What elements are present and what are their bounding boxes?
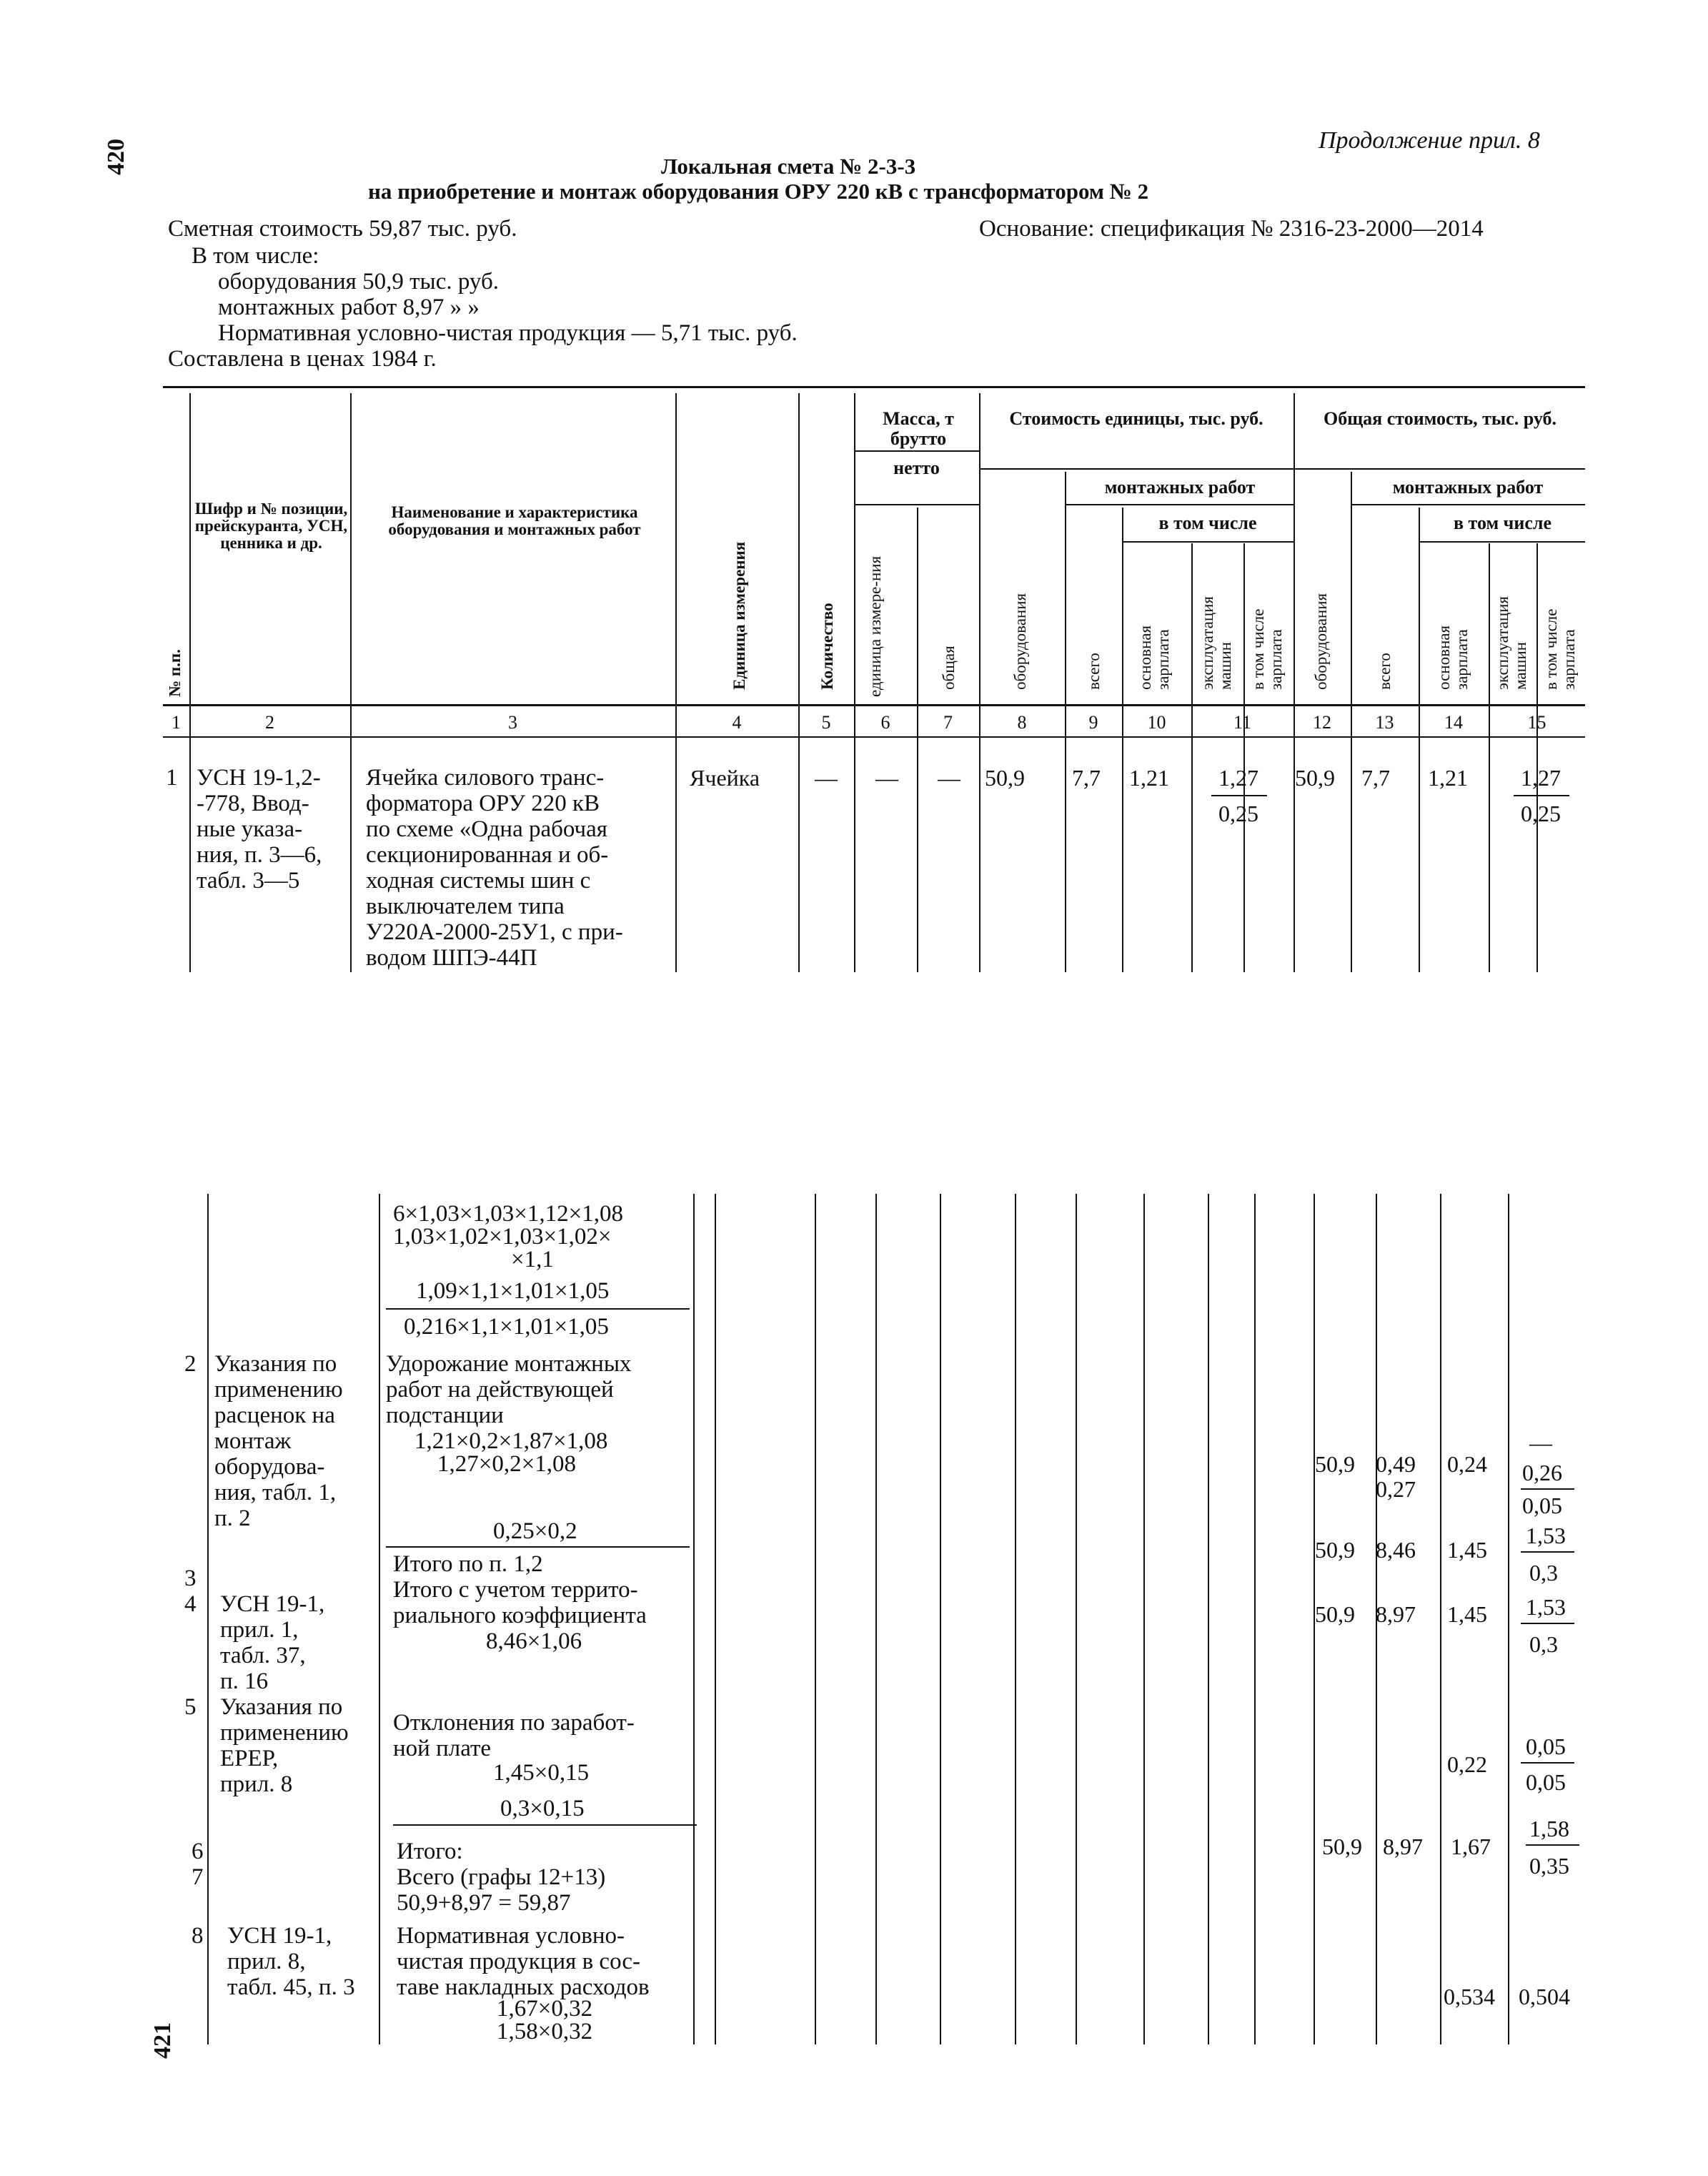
row6-col15a: 1,58 [1529, 1816, 1569, 1841]
col-header-base-salary-1: основная зарплата [1136, 625, 1172, 690]
row1-name-line3: по схеме «Одна рабочая [366, 816, 607, 842]
page-number-bottom: 421 [149, 2022, 176, 2059]
row1-code-line1: УСН 19-1,2- [197, 765, 321, 791]
col-number-15: 15 [1527, 712, 1546, 733]
row2-col14: 0,24 [1447, 1451, 1487, 1477]
row2-col12: 50,9 [1315, 1451, 1355, 1477]
col-header-machines-1: эксплуатация машин [1198, 595, 1234, 690]
row2-name-line2: работ на действующей [386, 1377, 614, 1403]
row6-col12: 50,9 [1322, 1834, 1362, 1859]
row1-col15a: 1,27 [1521, 765, 1561, 791]
col-header-incl-1: в том числе [1158, 513, 1257, 533]
document-subtitle: на приобретение и монтаж оборудования ОРУ 220 кВ с трансформатором № 2 [368, 179, 1149, 204]
row2-formula2: 1,27×0,2×1,08 [437, 1451, 576, 1477]
row2-code-line2: применению [214, 1377, 343, 1403]
continuation-note: Продолжение прил. 8 [1319, 127, 1540, 154]
row2-col15b: 0,26 [1522, 1460, 1562, 1485]
col-header-mass-total: общая [940, 646, 958, 690]
row8-number: 8 [192, 1923, 204, 1949]
row2-formula1: 1,21×0,2×1,87×1,08 [414, 1428, 608, 1454]
row4-code-line4: п. 16 [220, 1668, 269, 1694]
col-header-incl-salary-1: в том числе зарплата [1249, 608, 1285, 690]
row2-name-line3: подстанции [386, 1403, 504, 1428]
formula3: 0,216×1,1×1,01×1,05 [404, 1314, 609, 1340]
col-header-base-salary-2: основная зарплата [1435, 625, 1471, 690]
col-number-3: 3 [508, 712, 517, 733]
row4-code-line1: УСН 19-1, [220, 1591, 325, 1617]
row1-col12: 50,9 [1295, 765, 1335, 791]
row4-col12: 50,9 [1315, 1601, 1355, 1627]
col-header-total-cost: Общая стоимость, тыс. руб. [1323, 408, 1556, 429]
equipment-cost: оборудования 50,9 тыс. руб. [218, 269, 500, 295]
row2-code-line5: оборудова- [214, 1454, 325, 1480]
row5-number: 5 [184, 1694, 197, 1720]
row8-col14: 0,534 [1444, 1984, 1495, 2009]
col-header-unit-cost: Стоимость единицы, тыс. руб. [1009, 408, 1263, 429]
row2-code-line6: ния, табл. 1, [214, 1480, 337, 1505]
col-header-machines-2: эксплуатация машин [1494, 595, 1529, 690]
row7-number: 7 [192, 1864, 204, 1890]
row1-name-line2: форматора ОРУ 220 кВ [366, 791, 600, 816]
row5-formula1: 1,45×0,15 [493, 1760, 590, 1786]
row2-col13a: 0,49 [1376, 1451, 1416, 1477]
row1-name-line7: У220А-2000-25У1, с при- [366, 919, 623, 945]
row2-code-line3: расценок на [214, 1403, 335, 1428]
row2-code-line4: монтаж [214, 1428, 292, 1454]
row2-name-line1: Удорожание монтажных [386, 1351, 632, 1377]
col-number-10: 10 [1147, 712, 1166, 733]
col-number-13: 13 [1375, 712, 1394, 733]
row1-col13: 7,7 [1361, 765, 1390, 791]
col-header-name: Наименование и характеристика оборудования и монтажных работ [388, 503, 641, 538]
row2-col15a: — [1529, 1430, 1552, 1455]
col-number-5: 5 [821, 712, 831, 733]
row1-col8: 50,9 [985, 765, 1025, 791]
row5-col15a: 0,05 [1526, 1734, 1566, 1759]
row6-col14: 1,67 [1451, 1834, 1491, 1859]
row5-col15b: 0,05 [1526, 1769, 1566, 1795]
row6-col13: 8,97 [1383, 1834, 1423, 1859]
row1-col14: 1,21 [1428, 765, 1468, 791]
row1-name-line4: секционированная и об- [366, 842, 609, 868]
row4-col15b: 0,3 [1529, 1631, 1558, 1657]
row2-formula3: 0,25×0,2 [493, 1518, 577, 1544]
col-header-equipment-1: оборудования [1011, 593, 1029, 690]
row1-name-line5: ходная системы шин с [366, 868, 591, 894]
row1-col11b: 0,25 [1218, 801, 1258, 826]
row6-name: Итого: [397, 1839, 463, 1864]
row1-mass-total: — [938, 765, 960, 791]
row5-name-line1: Отклонения по заработ- [393, 1710, 635, 1736]
including-label: В том числе: [192, 243, 319, 269]
row4-code-line3: табл. 37, [220, 1643, 306, 1668]
row6-col15b: 0,35 [1529, 1853, 1569, 1879]
col-number-14: 14 [1444, 712, 1463, 733]
row1-col10: 1,21 [1129, 765, 1169, 791]
col-header-mass: Масса, т брутто [883, 408, 954, 449]
row2-col15c: 0,05 [1522, 1493, 1562, 1518]
row2-number: 2 [184, 1351, 197, 1377]
col-header-install-2: монтажных работ [1392, 477, 1544, 498]
row8-name-line3: таве накладных расходов [397, 1974, 650, 2000]
row5-code-line3: ЕРЕР, [220, 1746, 279, 1771]
basis: Основание: спецификация № 2316-23-2000—2014 [979, 216, 1484, 242]
row1-name-line1: Ячейка силового транс- [366, 765, 605, 791]
row1-mass-unit: — [875, 765, 898, 791]
formula1-line2: 1,03×1,02×1,03×1,02× [393, 1224, 612, 1250]
row1-code-line5: табл. 3—5 [197, 868, 300, 894]
row4-name-line2: риального коэффициента [393, 1603, 647, 1628]
row3-col13: 8,46 [1376, 1537, 1416, 1563]
row1-unit: Ячейка [690, 765, 760, 791]
row4-code-line2: прил. 1, [220, 1617, 299, 1643]
row4-col13: 8,97 [1376, 1601, 1416, 1627]
row3-number: 3 [184, 1566, 197, 1591]
col-header-qty: Количество [818, 603, 836, 690]
col-number-6: 6 [880, 712, 890, 733]
document-title: Локальная смета № 2-3-3 [661, 154, 916, 179]
row3-name: Итого по п. 1,2 [393, 1551, 543, 1577]
row5-name-line2: ной плате [393, 1736, 492, 1761]
row8-col15: 0,504 [1519, 1984, 1570, 2009]
row4-name-line1: Итого с учетом террито- [393, 1577, 638, 1603]
row8-name-line2: чистая продукция в сос- [397, 1949, 641, 1974]
row1-code-line3: ные указа- [197, 816, 303, 842]
col-header-code: Шифр и № позиции, прейскуранта, УСН, ценника и др. [194, 500, 348, 552]
row3-col15b: 0,3 [1529, 1560, 1558, 1586]
col-number-1: 1 [172, 712, 181, 733]
col-header-incl-salary-2: в том числе зарплата [1542, 608, 1578, 690]
row4-name-line3: 8,46×1,06 [486, 1628, 582, 1654]
col-number-8: 8 [1017, 712, 1027, 733]
estimated-cost: Сметная стоимость 59,87 тыс. руб. [168, 216, 517, 242]
col-number-11: 11 [1233, 712, 1252, 733]
col-header-mass-unit: единица измере-ния [866, 555, 884, 697]
col-header-all-2: всего [1376, 653, 1394, 690]
row1-name-line6: выключателем типа [366, 894, 565, 919]
row8-formula2: 1,58×0,32 [497, 2019, 593, 2044]
row8-code-line3: табл. 45, п. 3 [227, 1974, 355, 2000]
row4-col14: 1,45 [1447, 1601, 1487, 1627]
col-header-equipment-2: оборудования [1312, 593, 1330, 690]
installation-cost: монтажных работ 8,97 » » [218, 295, 480, 320]
col-number-2: 2 [265, 712, 274, 733]
row8-code-line1: УСН 19-1, [227, 1923, 332, 1949]
col-number-12: 12 [1313, 712, 1331, 733]
row6-number: 6 [192, 1839, 204, 1864]
row1-col11a: 1,27 [1218, 765, 1258, 791]
row8-code-line2: прил. 8, [227, 1949, 306, 1974]
row3-col12: 50,9 [1315, 1537, 1355, 1563]
row3-col15a: 1,53 [1526, 1523, 1566, 1548]
col-number-9: 9 [1088, 712, 1098, 733]
col-header-install-1: монтажных работ [1104, 477, 1256, 498]
row4-number: 4 [184, 1591, 197, 1617]
col-number-7: 7 [943, 712, 953, 733]
row1-code-line2: -778, Ввод- [197, 791, 309, 816]
row5-formula2: 0,3×0,15 [500, 1796, 585, 1821]
row1-qty: — [815, 765, 838, 791]
row8-formula1: 1,67×0,32 [497, 1996, 593, 2022]
row2-code-line7: п. 2 [214, 1505, 251, 1531]
col-header-incl-2: в том числе [1454, 513, 1551, 533]
col-header-netto: нетто [893, 458, 940, 478]
row8-name-line1: Нормативная условно- [397, 1923, 625, 1949]
col-number-4: 4 [732, 712, 742, 733]
row1-col9: 7,7 [1072, 765, 1101, 791]
row2-code-line1: Указания по [214, 1351, 337, 1377]
prices-year: Составлена в ценах 1984 г. [168, 346, 437, 372]
row2-col13b: 0,27 [1376, 1476, 1416, 1502]
row1-code-line4: ния, п. 3—6, [197, 842, 322, 868]
col-header-np: № п.п. [166, 649, 184, 697]
row5-col14: 0,22 [1447, 1751, 1487, 1777]
row1-name-line8: водом ШПЭ-44П [366, 945, 537, 971]
formula2: 1,09×1,1×1,01×1,05 [416, 1278, 610, 1304]
row4-col15a: 1,53 [1526, 1594, 1566, 1620]
normative-production: Нормативная условно-чистая продукция — 5,71 тыс. руб. [218, 320, 798, 346]
row1-col15b: 0,25 [1521, 801, 1561, 826]
row3-col14: 1,45 [1447, 1537, 1487, 1563]
row7-name-line1: Всего (графы 12+13) [397, 1864, 606, 1890]
row5-code-line2: применению [220, 1720, 349, 1746]
row7-name-line2: 50,9+8,97 = 59,87 [397, 1890, 571, 1916]
col-header-unit: Единица измерения [730, 541, 748, 690]
col-header-all-1: всего [1085, 653, 1103, 690]
row1-number: 1 [166, 765, 178, 791]
formula1-line1: 6×1,03×1,03×1,12×1,08 [393, 1201, 623, 1227]
row5-code-line4: прил. 8 [220, 1771, 293, 1797]
page-number-top: 420 [103, 139, 129, 175]
row5-code-line1: Указания по [220, 1694, 343, 1720]
formula1-line3: ×1,1 [511, 1247, 554, 1272]
